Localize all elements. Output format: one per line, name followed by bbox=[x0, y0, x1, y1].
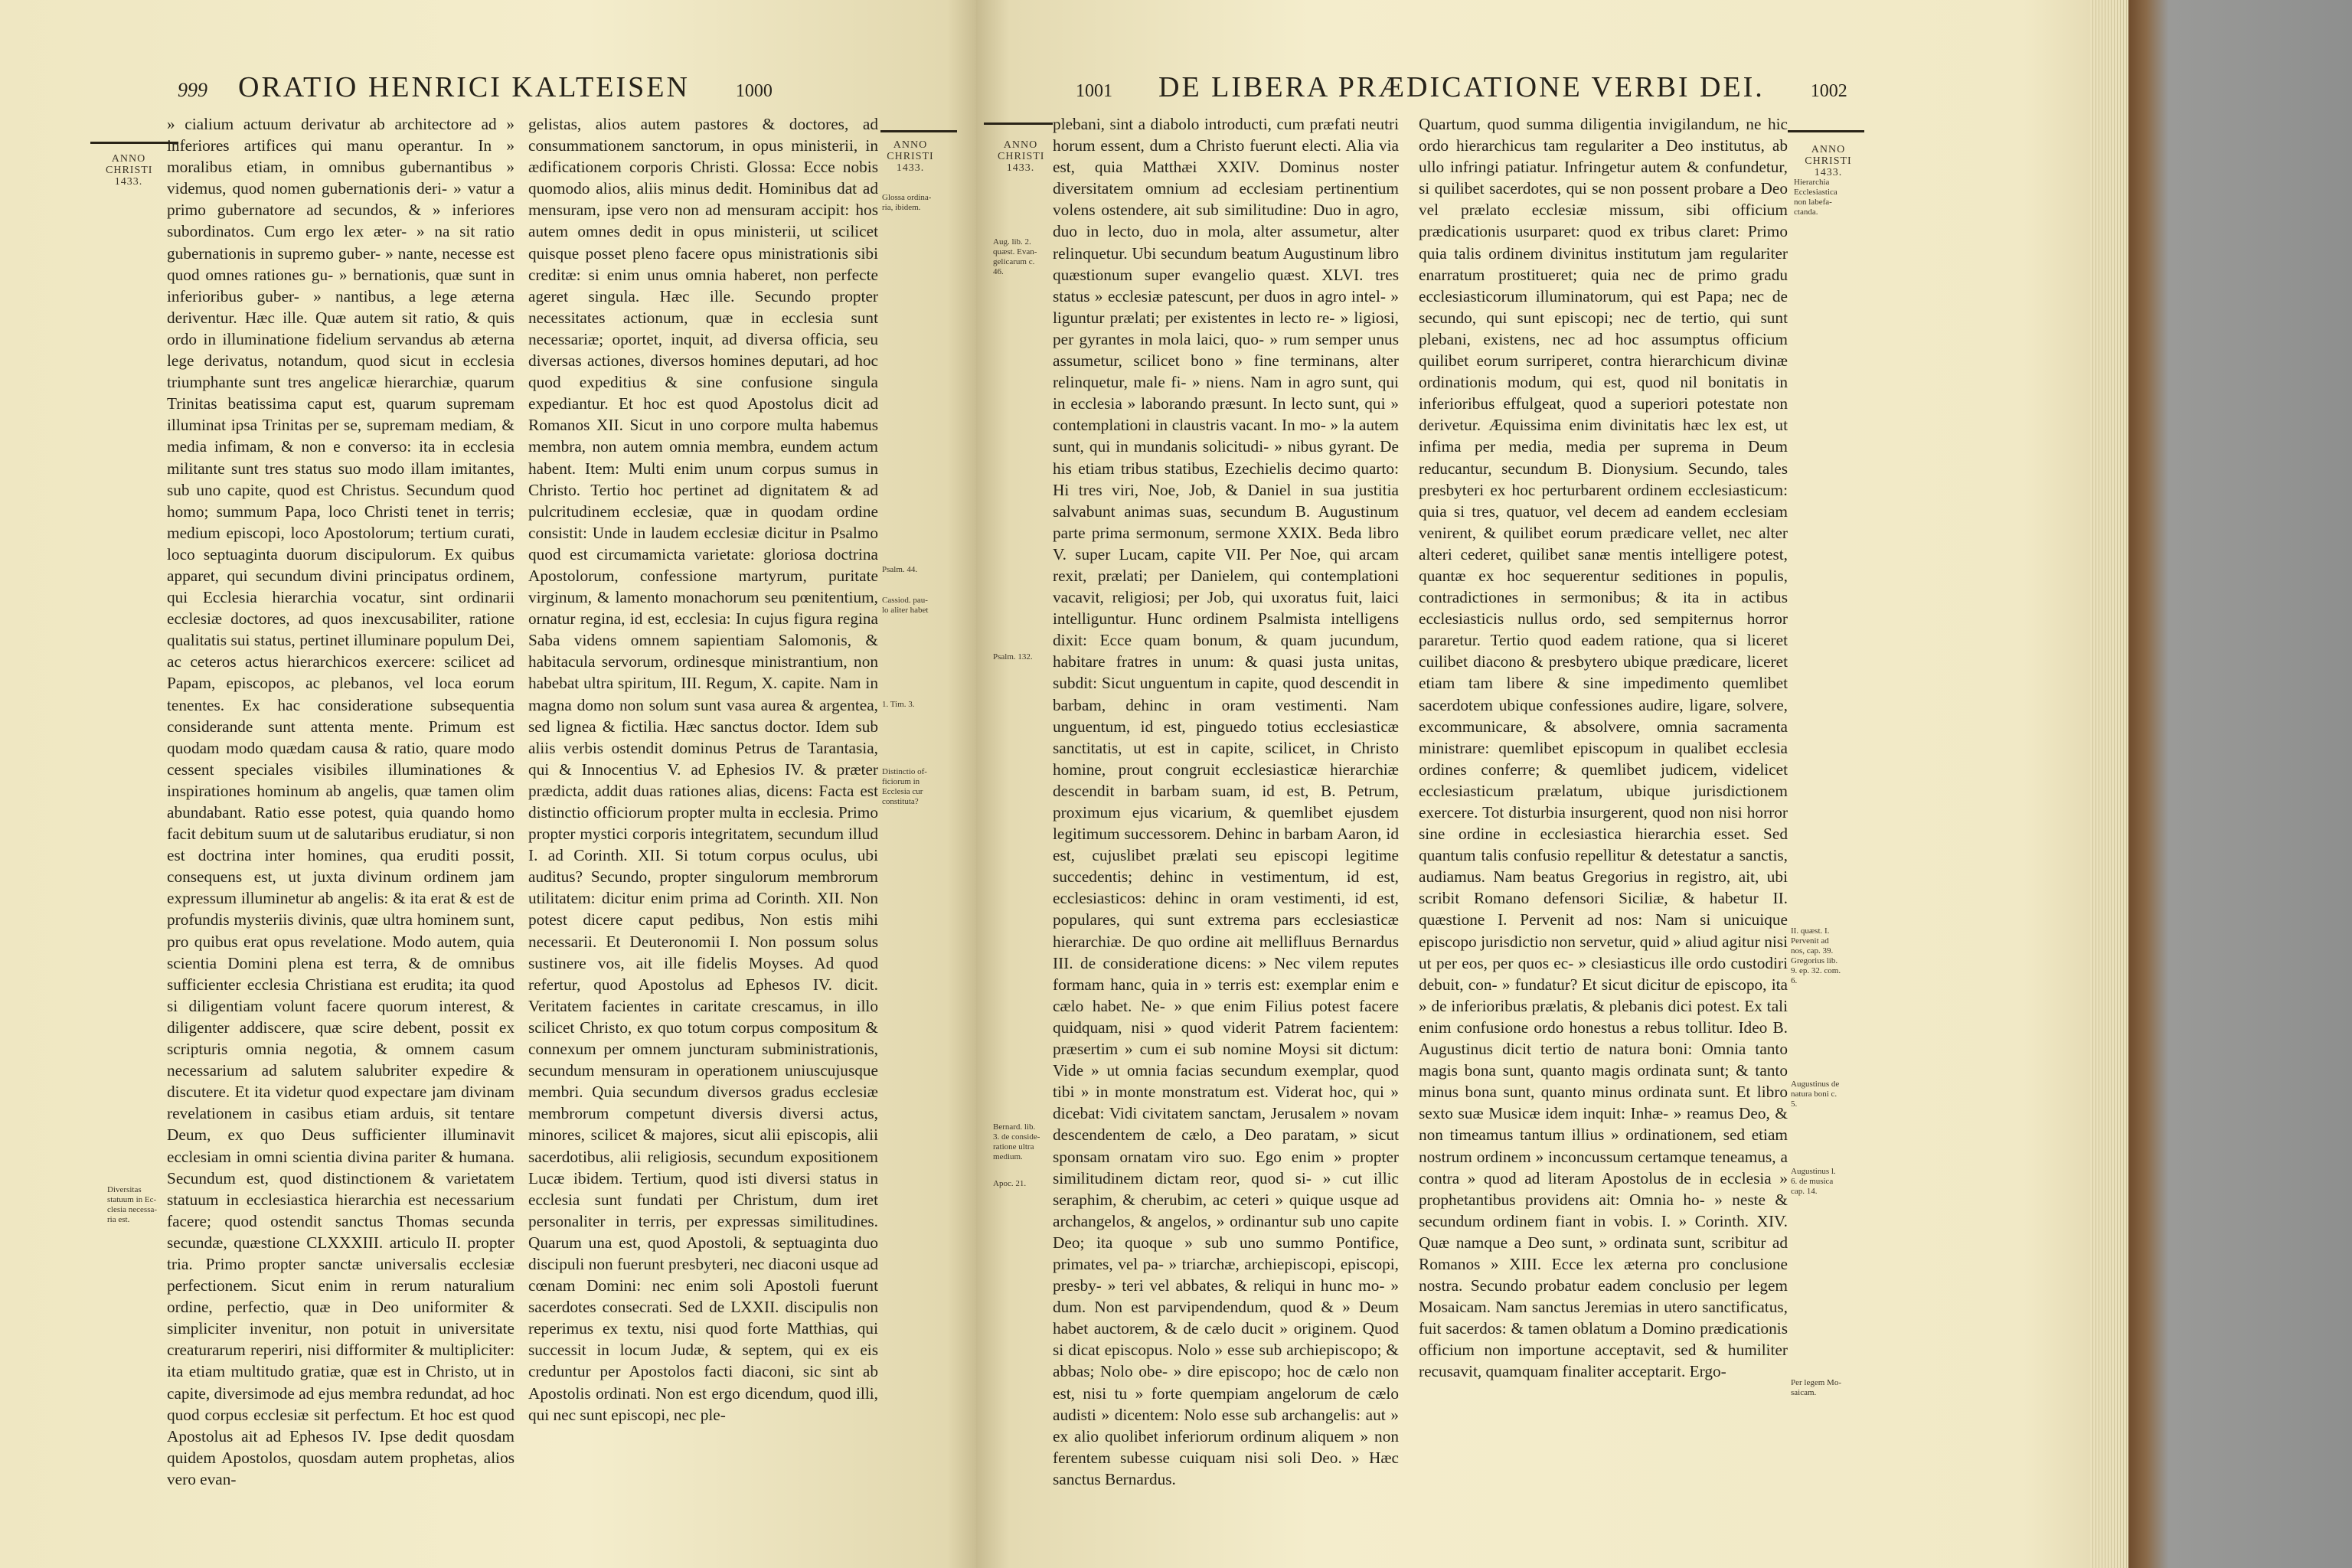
left-margin-note-5: Distinctio of- ficiorum in Ecclesia cur constituta? bbox=[882, 767, 927, 806]
left-page-number-outer: 999 bbox=[178, 79, 207, 101]
right-margin-note-9: Per legem Mo- saicam. bbox=[1791, 1378, 1841, 1397]
left-running-title: ORATIO HENRICI KALTEISEN bbox=[238, 71, 690, 103]
left-column-1-text: » cialium actuum derivatur ab architectore ad » inferiores artifices qui manu operantur. In » moralibus etiam, in omnibus gubernantibus » videmus, quod nomen gubernationis deri- » vatur a primo gubernatore ad secundos, & » inferiores subordinatos. Cum ergo lex æter- » na sit ratio gubernationis in supremo guber- » nante, necesse est quod omnes rationes gu- » bernationis, quæ sunt in inferioribus guber- » nantibus, a lege æterna deriventur. Hæc ille. Quæ autem sit ratio, & quis ordo in illuminatione fidelium servandus ab æterna lege derivatus, notandum, quod sicut in ecclesia triumphante sunt tres angelicæ hierarchiæ, quarum Trinitas beatissima caput est, quarum supremam illuminat ipsa Trinitas per se, supremam mediam, & media infimam, & non e converso: ita in ecclesia militante sunt tres status suo modo illam imitantes, sub uno capite, quod est Christus. Secundum quod homo; summum Papa, loco Christi tenet in terris; medium episcopi, loco Apostolorum; tertium curati, loco septuaginta duorum discipulorum. Ex quibus apparet, qui secundum divini principatus ordinem, qui Ecclesia hierarchia vocatur, sint ordinarii ecclesiæ doctores, ad quos inexcusabiliter, ratione qualitatis sui status, pertinet illuminare populum Dei, ac ceteros actus hierarchicos exercere: scilicet ad Papam, episcopos, ac plebanos, vel loca eorum tenentes. Ex hac consideratione subsequentia considerande sunt attenta mente. Primum est quodam modo quædam causa & ratio, quare modo cessent speciales visibiles illuminationes & inspirationes hominum ab angelis, quæ tamen olim abundabant. Ratio esse potest, quia quando homo facit debitum suum ut de salutaribus erudiatur, si non est doctrina inter homines, qua eruditi possit, consequens est, ut juxta divinum ordinem jam expressum illuminetur ab angelis: & ita erat & est de profundis mysteriis divinis, quæ ultra hominem sunt, pro quibus erat opus revelatione. Modo autem, quia scientia Domini plena est terra, & de omnibus sufficienter ecclesia Christiana est erudita; ita quod si diligentiam volunt facere quorum interest, & diligenter addiscere, quæ scire debent, possit ex scripturis omnia negotia, & omnem casum necessarium ad salutem salubriter expedire & discutere. Et ita videtur quod expectare jam divinam revelationem in casibus etiam arduis, sit tentare Deum, ex quo Deus sufficienter illuminavit ecclesiam in omni scientia divina pariter & humana. Secundum est, quod distinctionem & varietatem statuum in ecclesiastica hierarchia est necessarium facere; quod ostendit sanctus Thomas secunda secundæ, quæstione CLXXXIII. articulo II. propter tria. Primo propter sanctæ universalis ecclesiæ perfectionem. Sicut enim in rerum naturalium ordine, perfectio, quæ in Deo uniformiter & simpliciter invenitur, non potuit in universitate creaturarum reperiri, nisi difformiter & multipliciter: ita etiam multitudo gratiæ, quæ est in Christo, ut in capite, diversimode ad ejus membra redundat, ad hoc quod corpus ecclesiæ sit perfectum. Et hoc est quod Apostolus ait ad Ephesos IV. Ipse dedit quosdam quidem Apostolos, quosdam autem prophetas, alios vero evan- bbox=[167, 115, 514, 1488]
right-margin-note-6: II. quæst. I. Pervenit ad nos, cap. 39. Gregorius lib. 9. ep. 32. com. 6. bbox=[1791, 926, 1841, 985]
right-margin-note-1: Aug. lib. 2. quæst. Evan- gelicarum c. 46. bbox=[993, 237, 1037, 276]
right-margin-note-5: Hierarchia Ecclesiastica non labefa- ctanda. bbox=[1794, 178, 1838, 217]
left-column-2 bbox=[528, 113, 878, 1537]
right-rule-inner bbox=[984, 122, 1053, 125]
left-anno-christi-inner: ANNO CHRISTI 1433. bbox=[887, 139, 934, 174]
right-margin-note-8: Augustinus l. 6. de musica cap. 14. bbox=[1791, 1167, 1836, 1196]
left-running-head bbox=[178, 70, 773, 116]
right-running-head bbox=[1076, 70, 1847, 116]
right-margin-note-2: Psalm. 132. bbox=[993, 652, 1033, 662]
right-margin-note-7: Augustinus de natura boni c. 5. bbox=[1791, 1080, 1840, 1109]
left-anno-christi: ANNO CHRISTI 1433. bbox=[106, 153, 153, 188]
right-margin-note-3: Bernard. lib. 3. de conside- ratione ultra medium. bbox=[993, 1122, 1040, 1161]
left-rule-inner bbox=[880, 130, 957, 132]
right-page bbox=[976, 0, 2090, 1568]
right-column-1 bbox=[1053, 113, 1399, 1537]
book-cover-background bbox=[2128, 0, 2352, 1568]
right-column-1-text: plebani, sint a diabolo introducti, cum præfati neutri horum essent, dum a Christo fuerunt electi. Alia via est, quia Matthæi XXIV. Dominus noster diversitatem omnium ad ecclesiam pertinentium volens ostendere, ait sub similitudine: Duo in agro, duo in lecto, duo in mola, alter assumetur, alter relinquetur. Ubi secundum beatum Augustinum libro quæstionum super evangelio quæst. XLVI. tres status » ecclesiæ patescunt, per duos in agro intel- » liguntur prælati; per existentes in lecto re- » ligiosi, per gyrantes in mola laici, quo- » rum semper unus assumetur, scilicet bono » fine terminans, alter relinquetur, male fi- » niens. Nam in agro sunt, qui in ecclesia » laborando præsunt. In lecto sunt, qui » contemplationi in claustris vacant. In mo- » la autem sunt, qui in mundanis solicitudi- » nibus gyrant. De his etiam tribus statibus, Ezechielis decimo quarto: Hi tres viri, Noe, Job, & Daniel in sua justitia salvabunt animas suas, secundum B. Augustinum parte prima sermonum, sermone XXIX. Beda libro V. super Lucam, capite VII. Per Noe, qui arcam rexit, prælati; per Danielem, qui contemplationi vacavit, religiosi; per Job, qui uxoratus fuit, laici intelliguntur. Hunc ordinem Psalmista intelligens dixit: Ecce quam bonum, & quam jucundum, habitare fratres in unum: & quasi justa unitas, subdit: Sicut unguentum in capite, quod descendit in barbam, dehinc in oram vestimenti. Nam unguentum, id est, pinguedo totius ecclesiasticæ sanctitatis, ut est in capite, scilicet, in Christo homine, prout congruit ecclesiasticæ hierarchiæ descendit in barbam suam, id est, B. Petrum, proximum ejus vicarium, & quemlibet ejusdem legitimum successorem. Dehinc in barbam Aaron, id est, cujuslibet prælati seu episcopi legitime succedentis; dehinc in vestimentum, id est, ecclesiasticos: dehinc in oram vestimenti, id est, populares, qui sunt extrema pars ecclesiasticæ hierarchiæ. De quo ordine ait mellifluus Bernardus III. de consideratione dicens: » Nec vilem reputes formam hanc, quia in » terris est: exemplar enim e cælo habet. Ne- » que enim Filius potest facere quidquam, nisi » quod viderit Patrem facientem: præsertim » cum ei sub nomine Moysi sit dictum: Vide » ut omnia facias secundum exemplar, quod tibi » in monte monstratum est. Viderat hoc, qui » dicebat: Vidi civitatem sanctam, Jerusalem » novam descendentem de cælo, a Deo paratam, » sicut sponsam ornatam viro suo. Ego enim » propter similitudinem dictam reor, quod si- » cut illic seraphim, & cherubim, ac ceteri » quique usque ad archangelos, & angelos, » ordinantur sub uno capite Deo; ita quoque » sub uno summo Pontifice, primates, vel pa- » triarchæ, archiepiscopi, episcopi, presby- » teri vel abbates, & reliqui in hunc mo- » dum. Non est parvipendendum, quod & » Deum habet auctorem, & de cælo ducit » originem. Quod si dicat episcopus. Nolo » esse sub archiepiscopo; & abbas; Nolo obe- » dire episcopo; hoc de cælo non est, nisi tu » forte quempiam angelorum de cælo audisti » dicentem: Nolo esse sub archangelis: aut » ex alio quolibet inferiorum ordinum aliquem » non ferentem subesse cuiquam nisi soli Deo. » Hæc sanctus Bernardus. bbox=[1053, 115, 1399, 1488]
left-column-2-text: gelistas, alios autem pastores & doctores, ad consummationem sanctorum, in opus ministerii, in ædificationem corporis Christi. Glossa: Ecce nobis quomodo alios, aliis minus dedit. Hominibus dat ad mensuram, ipse vero non ad mensuram accipit: hos autem omnes dedit in opus ministerii, ut scilicet quisque posset pleno facere opus ministrationis sibi creditæ: si enim unus omnia haberet, non perfecte ageret singula. Hæc ille. Secundo propter necessitates actionum, quæ in ecclesia sunt necessariæ; oportet, inquit, ad diversa officia, seu diversas actiones, diversos homines deputari, ad hoc quod expeditius & sine confusione singula expediantur. Et hoc est quod Apostolus dicit ad Romanos XII. Sicut in uno corpore multa habemus membra, non autem omnia membra, eundem actum habent. Item: Multi enim unum corpus sumus in Christo. Tertio hoc pertinet ad dignitatem & ad pulcritudinem ecclesiæ, quæ in quodam ordine consistit: Unde in laudem ecclesiæ dicitur in Psalmo quod est circumamicta varietate: gloriosa doctrina Apostolorum, confessione martyrum, puritate virginum, & lamento monachorum seu pœnitentium, ornatur regina, id est, ecclesia: In cujus figura regina Saba videns omnem sapientiam Salomonis, & habitacula servorum, ordinesque ministrantium, non habebat ultra spiritum, III. Regum, X. capite. Nam in magna domo non solum sunt vasa aurea & argentea, sed lignea & fictilia. Hæc sanctus doctor. Idem sub aliis verbis ostendit dominus Petrus de Tarantasia, qui & Innocentius V. ad Ephesios IV. & præter prædicta, addit duas rationes alias, dicens: Facta est distinctio officiorum propter multa in ecclesia. Primo propter mystici corporis integritatem, secundum illud I. ad Corinth. XII. Si totum corpus oculus, ubi auditus? Secundo, propter singulorum membrorum utilitatem: dicitur enim prima ad Corinth. XII. Non potest dicere caput pedibus, Non estis mihi necessarii. Et Deuteronomii I. Non possum solus sustinere vos, ait ille fidelis Moyses. Ad quod refertur, quod Apostolus ad Ephesos IV. dicit. Veritatem facientes in caritate crescamus, in illo scilicet Christo, ex quo totum corpus compositum & connexum per omnem juncturam subministrationis, secundum mensuram in operationem uniuscujusque membri. Quia secundum diversos gradus ecclesiæ membrorum competunt diversis diversi actus, minores, scilicet & majores, sicut alii episcopis, alii sacerdotibus, alii religiosis, secundum expositionem Lucæ ibidem. Tertium, quod isti diversi status in ecclesia sunt fundati per Christum, dum iret personaliter in terris, per expressas similitudines. Quarum una est, quod Apostoli, & septuaginta duo discipuli non fuerunt presbyteri, nec diaconi usque ad cœnam Domini: nec enim soli Apostoli fuerunt sacerdotes consecrati. Sed de LXXII. discipulis non reperimus ex textu, nisi quod forte Matthias, qui successit in locum Judæ, & septem, qui ex eis creduntur per Apostolos facti diaconi, sic sint ab Apostolis ordinati. Non est ergo dicendum, quod illi, qui nec sunt episcopi, nec ple- bbox=[528, 115, 878, 1424]
right-anno-christi-inner: ANNO CHRISTI 1433. bbox=[998, 139, 1045, 174]
right-margin-note-4: Apoc. 21. bbox=[993, 1179, 1027, 1188]
right-column-2-text: Quartum, quod summa diligentia invigilandum, ne hic ordo hierarchicus tam regulariter a Deo institutus, ab ullo infringi patiatur. Infringetur autem & confundetur, si quilibet sacerdotes, qui se non possent probare a Deo vel prælato ecclesiæ missum, sibi officium prædicationis usurparet: quod ex tribus claret: Primo quia talis ordinem divinitus institutum jam regulariter enarratum prostitueret; quia nec de primo gradu ecclesiasticorum illuminatorum, qui est Papa; nec de secundo, qui sunt episcopi; nec de tertio, qui sunt plebani, existens, nec ad hoc assumptus officium quilibet eorum surriperet, contra hierarchicum divinæ ordinationis modum, qui est, quod nil bonitatis in inferioribus effulgeat, quod a superiori potestate non derivetur. Æquissima enim divinitatis hæc lex est, ut infima per media, media per suprema in Deum reducantur, secundum B. Dionysium. Secundo, tales presbyteri ex hoc perturbarent ordinem ecclesiasticum: quia si tres, quatuor, vel decem ad eandem ecclesiam venirent, & quilibet eorum prædicare vellet, nec alter alteri cederet, quilibet sanæ mentis intelligere potest, quantæ ex hoc sequerentur seditiones in populis, contradictiones in sermonibus; & ita in actibus ecclesiasticis nullus ordo, sed sempiternus horror pararetur. Tertio quod eadem ratione, qua si liceret cuilibet diacono & presbytero ubique prædicare, liceret etiam tam libere & sine impedimento quemlibet sacerdotem ubique confessiones audire, ligare, solvere, excommunicare, & absolvere, omnia sacramenta ministrare: quemlibet episcopum in qualibet ecclesia ordines conferre; & quemlibet judicem, videlicet ecclesiasticum prælatum, ubique jurisdictionem exercere. Tot disturbia insurgerent, quod non nisi horror sine ordine in ecclesiastica hierarchia esset. Sed quantum talis confusio repellitur & detestatur a sanctis, audiamus. Nam beatus Gregorius in registro, ait, ubi scribit Romano defensori Siciliæ, & habetur II. quæstione I. Pervenit ad nos: Nam si unicuique episcopo jurisdictio non servetur, quid » aliud agitur nisi ut per eos, per quos ec- » clesiasticus ille ordo custodiri debuit, con- » fundatur? Et sicut dicitur de episcopo, ita » de inferioribus prælatis, & plebanis dici potest. Ex tali enim confusione ordo honestus a rebus tollitur. Ideo B. Augustinus dicit tertio de natura boni: Omnia tanto magis bona sunt, quanto magis ordinata sunt; & tanto minus bona sunt, quanto minus ordinata sunt. Et libro sexto suæ Musicæ idem inquit: Inhæ- » reamus Deo, & non timeamus tantum illius » ordinationem, sed etiam nostrum ordinem » inconcussum certamque teneamus, a contra » quod ad literam Apostolus de in ecclesia » prophetantibus providens ait: Omnia ho- » neste & secundum ordinem fiant in vobis. I. » Corinth. XIV. Quæ namque a Deo sunt, » ordinata sunt, scribitur ad Romanos » XIII. Ecce lex æterna pro conclusione nostra. Secundo probatur eadem conclusio per legem Mosaicam. Nam sanctus Jeremias in utero sanctificatus, fuit sacerdos: & tamen oblatum a Domino prædicationis officium non importune acceptavit, sed & humiliter recusavit, quamquam finaliter acceptarit. Ergo- bbox=[1419, 115, 1788, 1381]
page-edges bbox=[2090, 0, 2128, 1568]
right-anno-christi: ANNO CHRISTI 1433. bbox=[1805, 144, 1852, 178]
left-margin-note-1: Glossa ordina- ria, ibidem. bbox=[882, 193, 932, 212]
left-margin-note-4: 1. Tim. 3. bbox=[882, 700, 915, 709]
left-page bbox=[0, 0, 976, 1568]
left-page-number-inner: 1000 bbox=[735, 81, 773, 101]
right-column-2 bbox=[1419, 113, 1788, 1537]
left-margin-note-2: Psalm. 44. bbox=[882, 565, 918, 574]
left-margin-note-3: Cassiod. pau- lo aliter habet bbox=[882, 596, 929, 615]
right-running-title: DE LIBERA PRÆDICATIONE VERBI DEI. bbox=[1158, 71, 1765, 103]
right-page-number-outer: 1002 bbox=[1810, 81, 1847, 101]
right-rule-outer bbox=[1788, 130, 1864, 132]
right-page-number-inner: 1001 bbox=[1076, 81, 1112, 101]
left-margin-note-6: Diversitas statuum in Ec- clesia necessa- ria est. bbox=[107, 1185, 158, 1224]
left-column-1 bbox=[167, 113, 514, 1537]
left-rule-outer bbox=[90, 142, 178, 144]
